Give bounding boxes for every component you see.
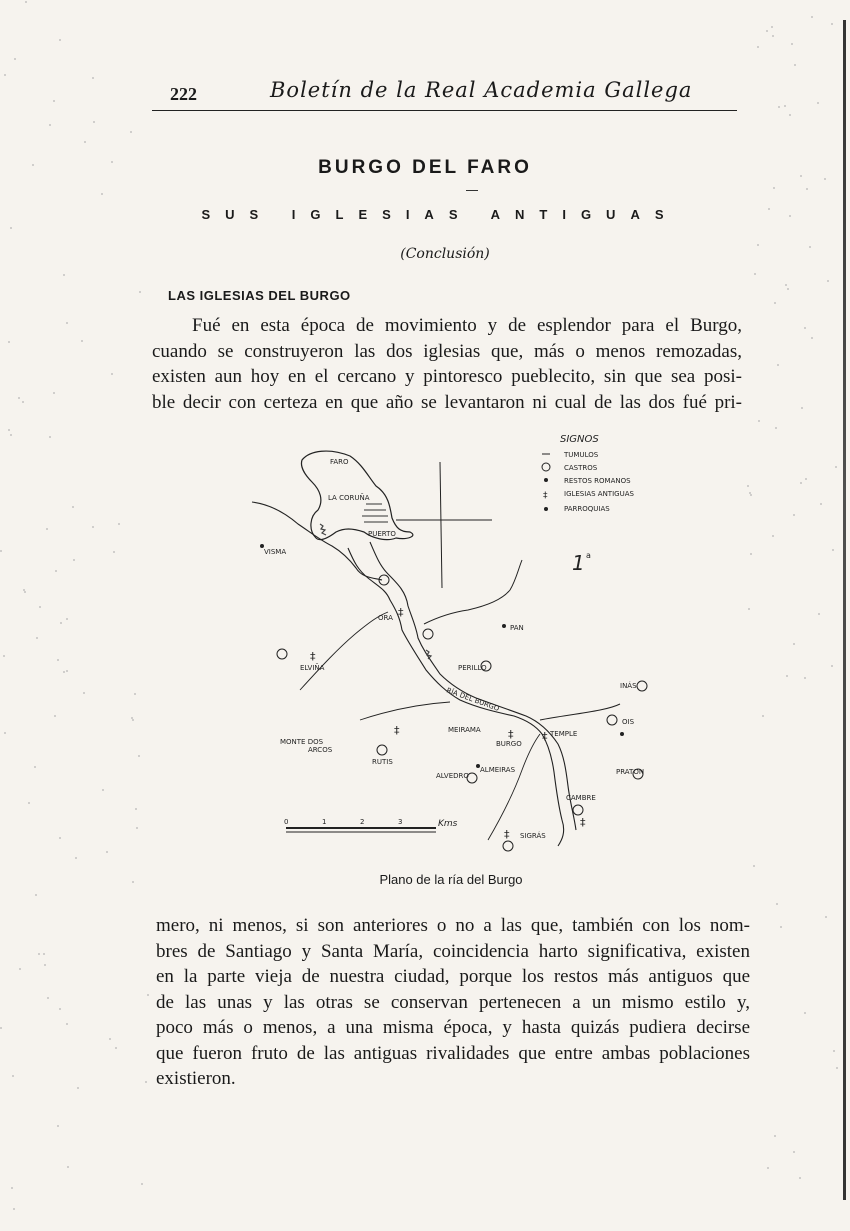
scan-speckle [4,74,6,76]
scan-speckle [22,401,24,403]
scan-speckle [106,851,108,853]
scan-speckle [59,1008,61,1010]
legend-symbol-restos [544,478,548,482]
scan-speckle [77,1087,79,1089]
scan-speckle [138,755,140,757]
scan-speckle [780,926,782,928]
castro-marker [503,841,513,851]
scan-speckle [66,618,68,620]
place-label: PUERTO [368,530,396,538]
scan-speckle [60,622,62,624]
scan-speckle [25,1,27,3]
scan-speckle [113,551,115,553]
scan-speckle [141,1183,143,1185]
place-label: PAN [510,624,524,632]
scan-speckle [12,1075,14,1077]
paragraph-line: existen aun hoy en el cercano y pintoresco pueblecito, sin que sea posi- [152,366,742,387]
scan-speckle [831,23,833,25]
scan-speckle [800,482,802,484]
scan-speckle [63,274,65,276]
scan-speckle [799,1177,801,1179]
scan-speckle [750,553,752,555]
bay-shore [252,502,382,580]
scan-speckle [767,1167,769,1169]
scan-speckle [801,407,803,409]
scan-speckle [49,124,51,126]
castro-marker [423,629,433,639]
scan-speckle [66,1023,68,1025]
scan-speckle [38,953,40,955]
scan-speckle [757,46,759,48]
scan-speckle [136,827,138,829]
scan-speckle [118,523,120,525]
scan-speckle [774,302,776,304]
church-marker: ‡ [394,724,400,737]
scan-speckle [73,559,75,561]
scan-speckle [811,337,813,339]
church-marker: ‡ [542,730,548,743]
scan-speckle [132,719,134,721]
scan-speckle [789,215,791,217]
parroquia-marker [620,732,624,736]
scan-speckle [785,284,787,286]
scan-speckle [13,1208,15,1210]
scan-speckle [776,903,778,905]
scan-speckle [47,997,49,999]
church-marker: ‡ [310,650,316,663]
article-subtitle: SUS IGLESIAS ANTIGUAS [201,207,679,222]
scan-speckle [804,327,806,329]
compass-ns [440,462,442,588]
scan-speckle [92,77,94,79]
ria-map [240,420,660,860]
castro-marker [637,681,647,691]
scan-speckle [766,30,768,32]
church-marker: ‡ [504,828,510,841]
scale-tick-label: 1 [322,818,327,826]
legend-item: TUMULOS [564,451,599,459]
scan-speckle [54,715,56,717]
paragraph-line: ble decir con certeza en que año se levantaron ni cual de las dos fué pri- [152,391,742,413]
page-number: 222 [170,84,197,104]
map-figure [240,420,660,860]
scale-tick-label: 3 [398,818,403,826]
scan-speckle [57,1125,59,1127]
scan-speckle [777,364,779,366]
river-east-bank [370,542,576,830]
scan-speckle [0,550,2,552]
scan-speckle [145,1081,147,1083]
scan-speckle [818,613,820,615]
scan-speckle [130,131,132,133]
place-label: FARO [330,458,349,466]
scan-speckle [747,485,749,487]
scan-speckle [836,1067,838,1069]
scan-speckle [44,964,46,966]
scan-speckle [772,535,774,537]
road-line-2 [488,734,540,840]
scan-speckle [832,549,834,551]
scan-speckle [4,732,6,734]
legend-title: SIGNOS [560,434,599,445]
scan-speckle [794,64,796,66]
legend-item: RESTOS ROMANOS [564,477,631,485]
scan-speckle [32,164,34,166]
scan-speckle [72,506,74,508]
place-label: ALVEDRO [436,772,469,780]
paragraph-line: en la parte vieja de nuestra ciudad, porque los restos más antiguos que [156,966,750,987]
scan-speckle [93,121,95,123]
marsh-stipple [320,524,431,659]
castro-marker [607,715,617,725]
scan-speckle [753,865,755,867]
castro-marker [377,745,387,755]
scan-speckle [787,288,789,290]
tributary-north [424,560,522,624]
page-header [152,78,737,108]
scale-tick-label: 0 [284,818,289,826]
paragraph-line: cuando se construyeron las dos iglesias que, más o menos remozadas, [152,340,742,362]
place-label: MEIRAMA [448,726,481,734]
scan-speckle [3,655,5,657]
scan-speckle [768,208,770,210]
scan-speckle [748,608,750,610]
section-heading: LAS IGLESIAS DEL BURGO [168,288,351,303]
scan-speckle [101,193,103,195]
scan-speckle [81,340,83,342]
scan-speckle [57,659,59,661]
place-label: ORA [378,614,393,622]
scan-speckle [147,994,149,996]
scan-speckle [758,420,760,422]
scan-speckle [835,466,837,468]
scan-speckle [18,397,20,399]
scan-speckle [827,280,829,282]
place-label: OIS [622,718,635,726]
scan-speckle [43,953,45,955]
legend-symbol-iglesias: ‡ [543,491,548,501]
scan-speckle [793,1151,795,1153]
place-label: MONTE DOS [280,738,324,746]
scan-speckle [757,244,759,246]
scan-speckle [139,291,141,293]
legend-symbol-castros [542,463,550,471]
legend-item: PARROQUIAS [564,505,610,513]
scan-speckle [750,494,752,496]
scan-speckle [833,1050,835,1052]
paragraph-line: Fué en esta época de movimiento y de esplendor para el Burgo, [192,315,742,336]
scan-speckle [59,39,61,41]
scan-speckle [811,16,813,18]
scan-speckle [825,916,827,918]
scan-speckle [59,837,61,839]
scan-speckle [75,857,77,859]
scan-speckle [831,665,833,667]
place-label: ARCOS [308,746,333,754]
place-label: RÍA DEL BURGO [445,686,501,713]
scan-speckle [115,1047,117,1049]
paragraph-line: poco más o menos, a una misma época, y hasta quizás pudiera decirse [156,1017,750,1038]
scan-speckle [66,670,68,672]
scan-speckle [793,514,795,516]
scale-note-sup: a [586,551,591,560]
scale-tick-label: 2 [360,818,365,826]
castro-marker [573,805,583,815]
scan-speckle [83,692,85,694]
place-label: BURGO [496,740,522,748]
legend-symbol-parroquias [544,507,548,511]
place-label: VISMA [264,548,287,556]
continuation-note: (Conclusión) [400,246,490,262]
scan-speckle [8,429,10,431]
running-head: Boletín de la Real Academia Gallega [270,78,693,102]
scan-speckle [754,273,756,275]
scale-note: 1 [572,551,585,575]
legend-item: CASTROS [564,464,598,472]
scan-speckle [131,717,133,719]
castro-marker [277,649,287,659]
scan-speckle [804,677,806,679]
paragraph-line: existieron. [156,1068,236,1089]
scan-speckle [778,106,780,108]
paragraph-line: que fueron fruto de las antiguas rivalidades que entre ambas poblaciones [156,1042,750,1064]
scan-speckle [66,322,68,324]
header-rule [152,110,737,111]
place-label: RUTIS [372,758,393,766]
scan-speckle [84,141,86,143]
scan-speckle [134,693,136,695]
scan-speckle [24,591,26,593]
paragraph-2 [156,913,750,1092]
scan-speckle [800,175,802,177]
paragraph-line: mero, ni menos, si son anteriores o no a las que, también con los nom- [156,915,750,936]
paragraph-line: de las unas y las otras se conservan pertenecen a un mismo estilo y, [156,991,750,1013]
scan-speckle [775,427,777,429]
scan-speckle [804,1012,806,1014]
scan-speckle [762,715,764,717]
scan-speckle [772,35,774,37]
title-dash [466,190,478,191]
scan-speckle [19,968,21,970]
scan-speckle [774,1135,776,1137]
place-label: ELVIÑA [300,664,325,672]
scan-speckle [0,1027,2,1029]
scan-speckle [63,671,65,673]
place-label: PERILLO [458,664,487,672]
place-label: SIGRÁS [520,832,546,840]
scan-speckle [53,100,55,102]
church-marker: ‡ [580,816,586,829]
scan-speckle [8,341,10,343]
scan-speckle [67,1166,69,1168]
parroquia-marker [502,624,506,628]
scan-speckle [39,606,41,608]
legend-item: IGLESIAS ANTIGUAS [564,490,634,498]
scan-speckle [36,637,38,639]
church-marker: ‡ [508,728,514,741]
paragraph-line: bres de Santiago y Santa María, coincidencia harto significativa, existen [156,940,750,962]
scale-tick-label: Kms [438,819,458,829]
place-label: INÁS [620,682,637,690]
scan-speckle [784,105,786,107]
place-label: PRATON [616,768,645,776]
scan-speckle [92,526,94,528]
scan-speckle [793,643,795,645]
place-label: TEMPLE [550,730,578,738]
place-label: LA CORUÑA [328,494,370,502]
church-marker: ‡ [398,606,404,619]
paragraph-1 [152,313,742,415]
scan-speckle [791,43,793,45]
scan-speckle [773,187,775,189]
scan-speckle [111,373,113,375]
figure-caption: Plano de la ría del Burgo [379,872,523,887]
page-spine-shadow [843,20,846,1200]
scan-speckle [55,570,57,572]
place-label: CAMBRE [566,794,596,802]
road-line [360,702,450,720]
scan-speckle [28,802,30,804]
scan-speckle [53,392,55,394]
scan-speckle [817,102,819,104]
scan-speckle [10,434,12,436]
scan-speckle [14,58,16,60]
scan-speckle [11,1187,13,1189]
scan-speckle [806,188,808,190]
scan-speckle [34,766,36,768]
scan-speckle [805,478,807,480]
scan-speckle [820,503,822,505]
scan-speckle [49,436,51,438]
scan-speckle [102,789,104,791]
scan-speckle [35,894,37,896]
article-title: BURGO DEL FARO [318,157,532,178]
scan-speckle [135,808,137,810]
scan-speckle [789,114,791,116]
scan-speckle [786,675,788,677]
place-label: ALMEIRAS [480,766,516,774]
scan-speckle [46,528,48,530]
scan-speckle [10,227,12,229]
scan-speckle [771,26,773,28]
scan-speckle [109,1038,111,1040]
harbour-hatching [362,504,388,522]
